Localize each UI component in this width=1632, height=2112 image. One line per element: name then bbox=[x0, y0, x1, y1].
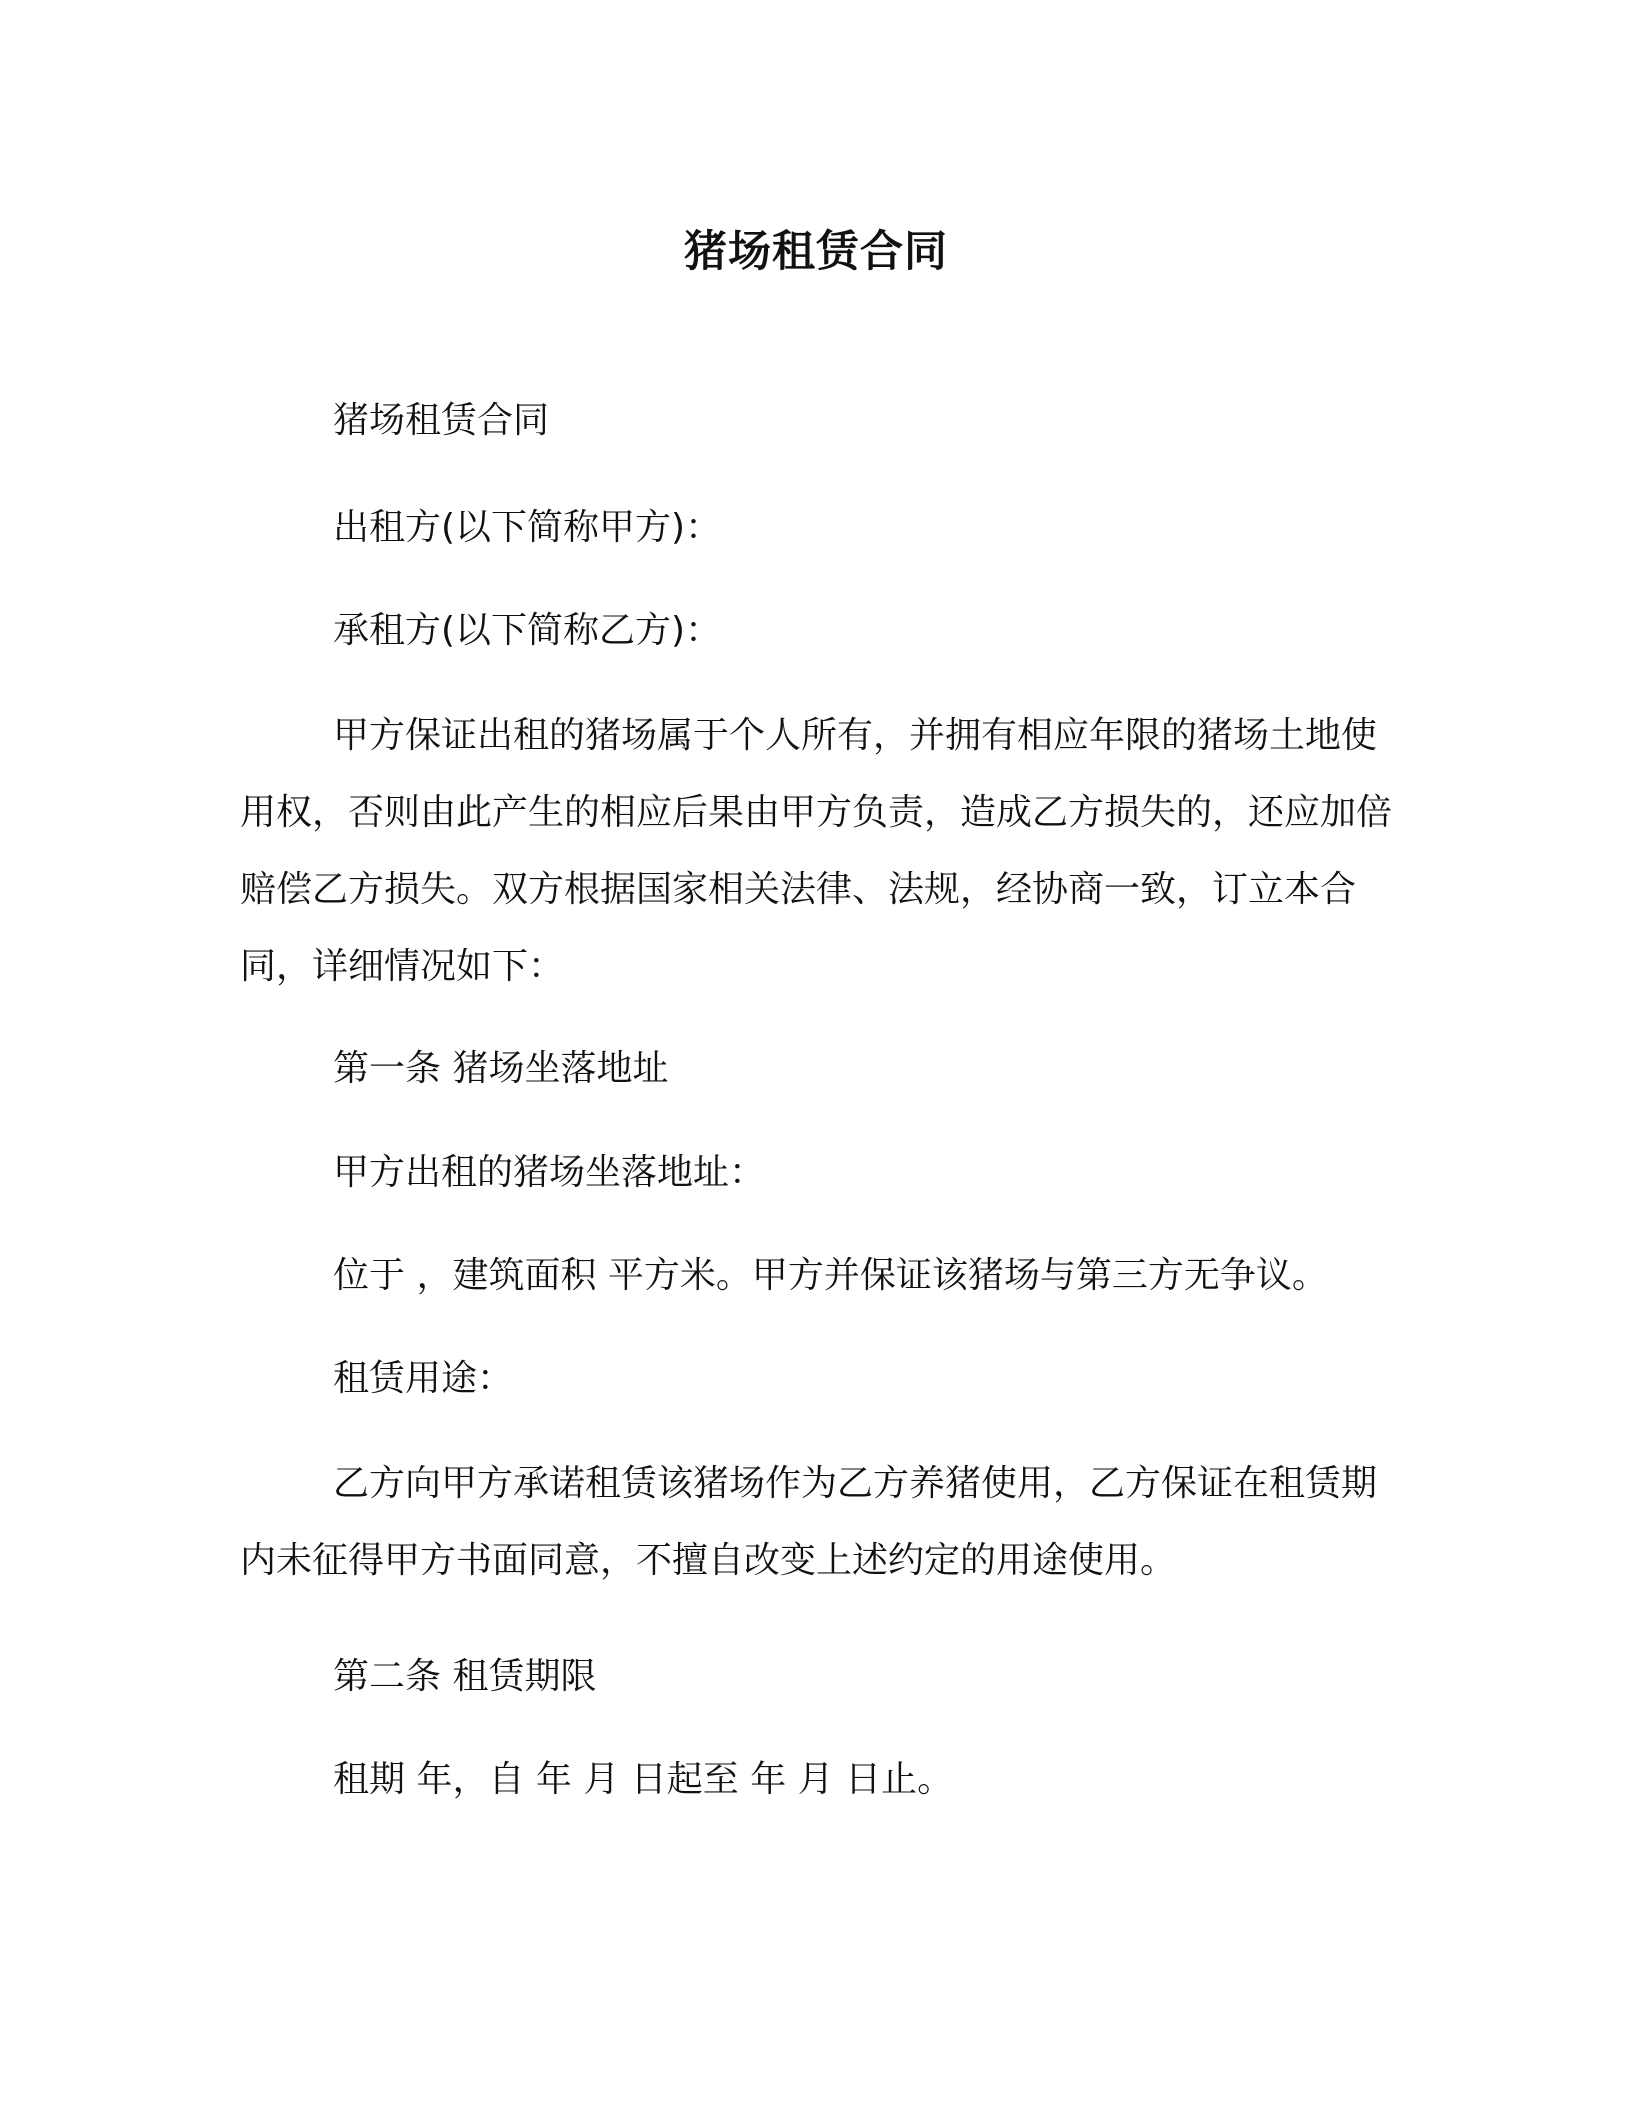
address-label: 甲方出租的猪场坐落地址： bbox=[333, 1152, 766, 1193]
usage-label: 租赁用途： bbox=[333, 1358, 514, 1399]
document-subtitle: 猪场租赁合同 bbox=[333, 400, 550, 441]
article-1-heading: 第一条 猪场坐落地址 bbox=[333, 1048, 669, 1089]
lessor-line: 出租方(以下简称甲方)： bbox=[333, 507, 722, 548]
term-line: 租期 年，自 年 月 日起至 年 月 日止。 bbox=[333, 1759, 954, 1800]
guarantee-paragraph: 甲方保证出租的猪场属于个人所有，并拥有相应年限的猪场土地使用权，否则由此产生的相应后果由甲方负责，造成乙方损失的，还应加倍赔偿乙方损失。双方根据国家相关法律、法规，经协商一致，订立本合同，详细情况如下： bbox=[240, 715, 1393, 987]
document-title: 猪场租赁合同 bbox=[684, 227, 948, 277]
article-2-heading: 第二条 租赁期限 bbox=[333, 1656, 597, 1697]
lessee-line: 承租方(以下简称乙方)： bbox=[333, 610, 722, 651]
usage-paragraph: 乙方向甲方承诺租赁该猪场作为乙方养猪使用，乙方保证在租赁期内未征得甲方书面同意，不擅自改变上述约定的用途使用。 bbox=[240, 1463, 1378, 1581]
location-line: 位于 ，建筑面积 平方米。甲方并保证该猪场与第三方无争议。 bbox=[333, 1255, 1328, 1296]
